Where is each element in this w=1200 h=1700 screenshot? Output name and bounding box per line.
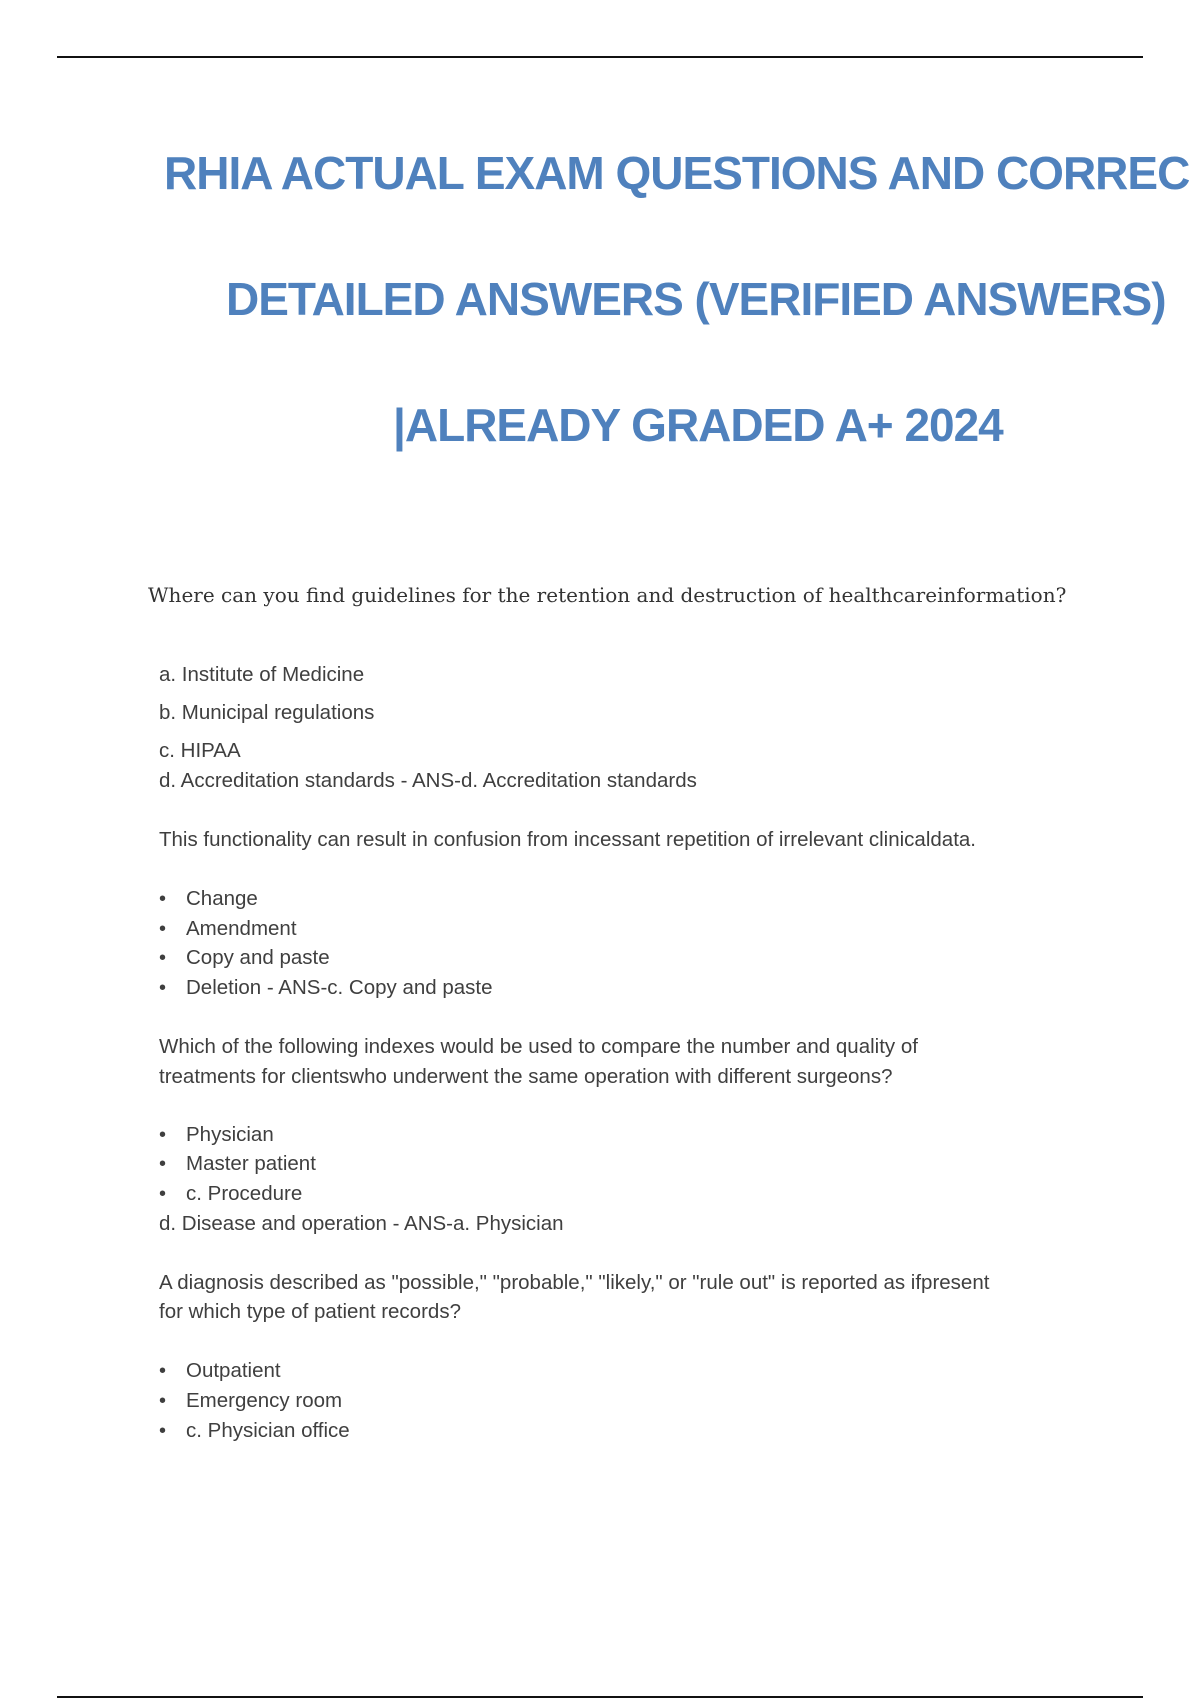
q2-option-1 [159,889,258,910]
bottom-rule [57,1696,1143,1698]
title-line-3: |ALREADY GRADED A+ 2024 [393,399,1003,451]
q3-option-2-label: Master patient [186,1152,316,1175]
q4-option-1-label: Outpatient [186,1359,281,1382]
q2-option-1-label: Change [186,887,258,910]
bullet-icon: • [159,947,167,969]
q3-option-2 [159,1154,316,1175]
question-4-text-line-1: A diagnosis described as "possible," "probable," "likely," or "rule out" is reported as ifpresent [159,1271,990,1294]
question-1-text: Where can you find guidelines for the retention and destruction of healthcareinformation? [148,583,1067,607]
question-4-text-line-2: for which type of patient records? [159,1300,461,1323]
q4-option-2-label: Emergency room [186,1389,343,1412]
q3-option-1-label: Physician [186,1123,274,1146]
q2-option-3 [159,948,330,969]
q3-option-1 [159,1125,274,1146]
q2-option-2 [159,919,297,940]
bullet-icon: • [159,1153,167,1175]
question-2-text: This functionality can result in confusion from incessant repetition of irrelevant clinicaldata. [159,828,976,851]
q4-option-2 [159,1391,342,1412]
q1-option-a: a. Institute of Medicine [159,663,365,686]
bullet-icon: • [159,1420,167,1442]
bullet-icon: • [159,977,167,999]
q1-option-b: b. Municipal regulations [159,701,375,724]
q2-option-4-label: Deletion - ANS-c. Copy and paste [186,976,493,999]
q3-option-3 [159,1184,302,1205]
bullet-icon: • [159,1183,167,1205]
q2-option-3-label: Copy and paste [186,946,330,969]
bullet-icon: • [159,1390,167,1412]
q1-option-d: d. Accreditation standards - ANS-d. Accreditation standards [159,769,697,792]
top-rule [57,56,1143,58]
q2-option-2-label: Amendment [186,917,297,940]
q4-option-3-label: c. Physician office [186,1419,350,1442]
bullet-icon: • [159,1124,167,1146]
title-line-2: DETAILED ANSWERS (VERIFIED ANSWERS) [226,273,1166,325]
question-3-text-line-2: treatments for clientswho underwent the same operation with different surgeons? [159,1065,893,1088]
q3-option-4: d. Disease and operation - ANS-a. Physician [159,1212,564,1235]
q4-option-3 [159,1421,350,1442]
title-line-1: RHIA ACTUAL EXAM QUESTIONS AND CORREC [164,147,1190,199]
bullet-icon: • [159,888,167,910]
bullet-icon: • [159,1360,167,1382]
bullet-icon: • [159,918,167,940]
q2-option-4 [159,978,493,999]
q4-option-1 [159,1361,281,1382]
q3-option-3-label: c. Procedure [186,1182,303,1205]
q1-option-c: c. HIPAA [159,739,241,762]
question-3-text-line-1: Which of the following indexes would be used to compare the number and quality of [159,1035,918,1058]
